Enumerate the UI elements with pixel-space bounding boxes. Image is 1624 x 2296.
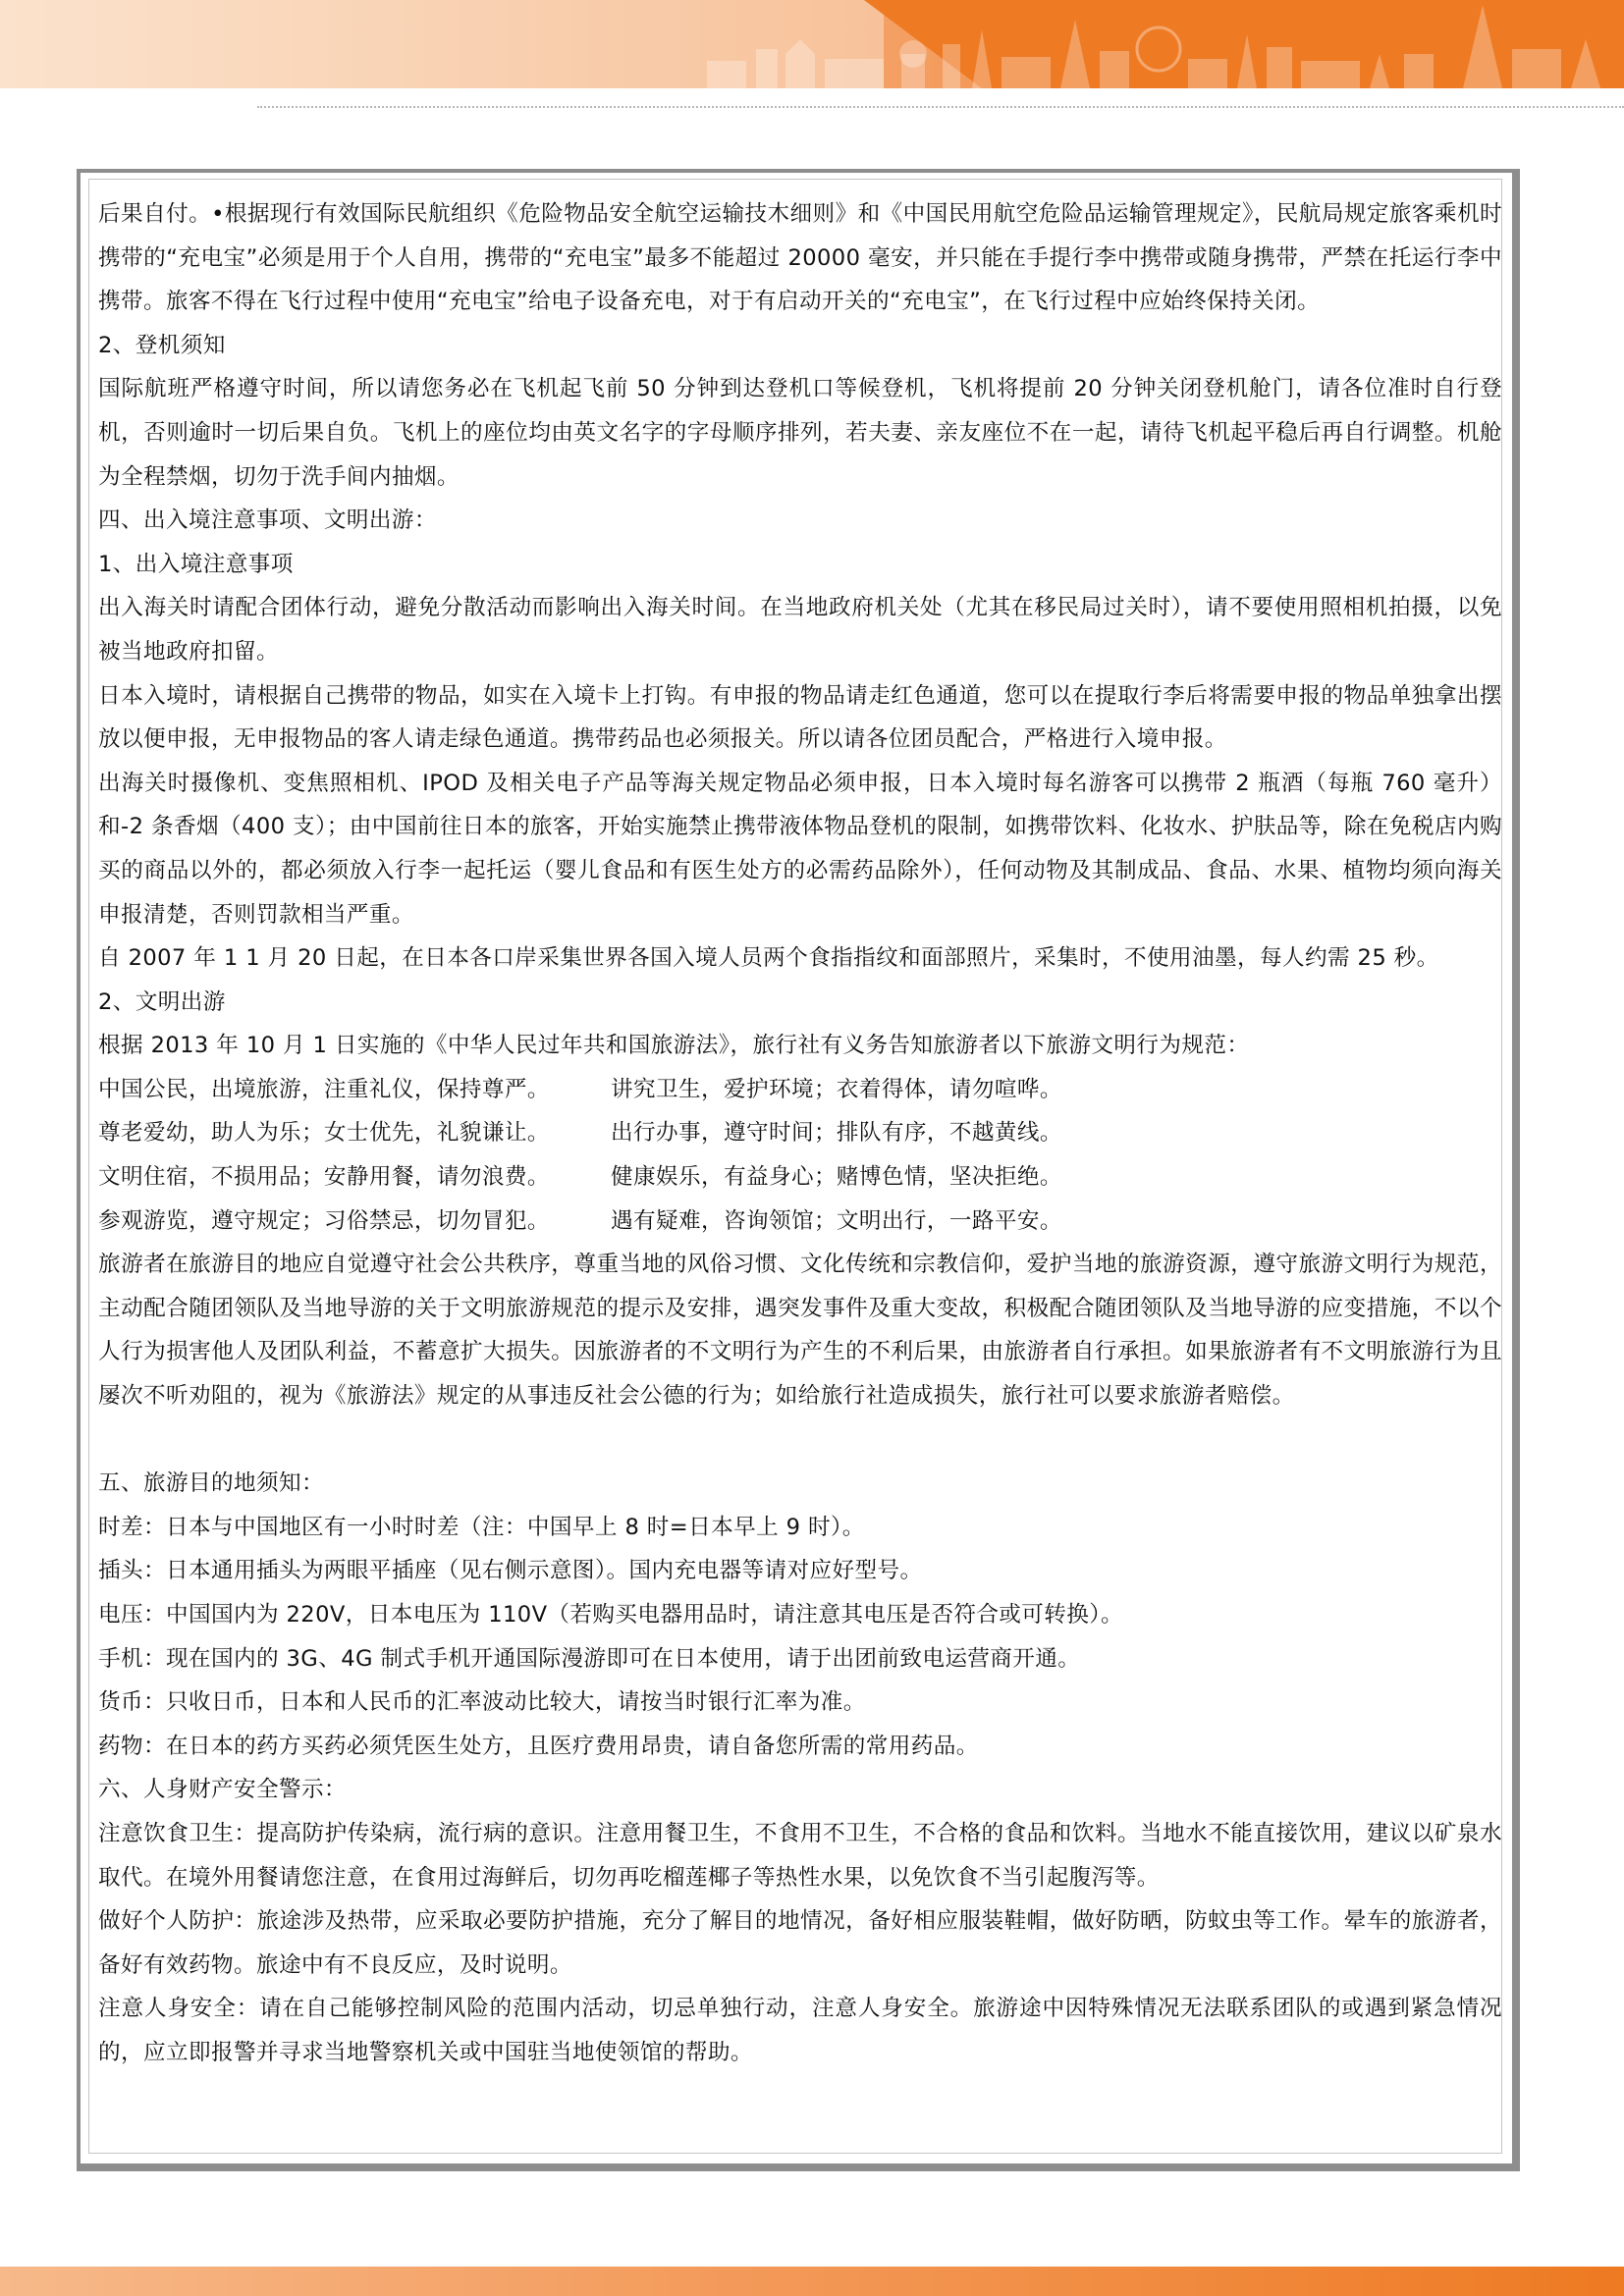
civility-left: 中国公民，出境旅游，注重礼仪，保持尊严。: [98, 1076, 550, 1102]
civility-right: 健康娱乐，有益身心；赌博色情，坚决拒绝。: [611, 1164, 1062, 1191]
header-banner: [0, 0, 1624, 88]
heading-entry-exit-notes: 1、出入境注意事项: [98, 551, 294, 577]
paragraph-customs-group: 出入海关时请配合团体行动，避免分散活动而影响出入海关时间。在当地政府机关处（尤其在移民局过关时），请不要使用照相机拍摄，以免被当地政府扣留。: [98, 595, 1502, 665]
paragraph-fingerprint: 自 2007 年 1 1 月 20 日起，在日本各口岸采集世界各国入境人员两个食指指纹和面部照片，采集时，不使用油墨，每人约需 25 秒。: [98, 945, 1439, 972]
heading-section-six: 六、人身财产安全警示：: [98, 1777, 347, 1803]
paragraph-powerbank-rules: 后果自付。•根据现行有效国际民航组织《危险物品安全航空运输技木细则》和《中国民用航空危险品运输管理规定》，民航局规定旅客乘机时携带的“充电宝”必须是用于个人自用，携带的“充电宝”最多不能超过 20000 毫安，并只能在手提行李中携带或随身携带，严禁在托运行李中携带。旅客不得在飞行过程中使用“充电宝”给电子设备充电，对于有启动开关的“充电宝”，在飞行过程中应始终保持关闭。: [98, 201, 1502, 315]
blank-line: [98, 1418, 1502, 1463]
paragraph-japan-entry: 日本入境时，请根据自己携带的物品，如实在入境卡上打钩。有申报的物品请走红色通道，您可以在提取行李后将需要申报的物品单独拿出摆放以便申报，无申报物品的客人请走绿色通道。携带药品也必须报关。所以请各位团员配合，严格进行入境申报。: [98, 682, 1502, 753]
civility-right: 出行办事，遵守时间；排队有序，不越黄线。: [611, 1120, 1062, 1147]
civility-row: [98, 1068, 1502, 1112]
header-dotted-rule: [257, 106, 1624, 108]
heading-civilized-travel: 2、文明出游: [98, 988, 226, 1015]
civility-row: [98, 1155, 1502, 1200]
item-medicine: 药物：在日本的药方买药必须凭医生处方，且医疗费用昂贵，请自备您所需的常用药品。: [98, 1733, 979, 1759]
paragraph-traveler-conduct: 旅游者在旅游目的地应自觉遵守社会公共秩序，尊重当地的风俗习惯、文化传统和宗教信仰，爱护当地的旅游资源，遵守旅游文明行为规范，主动配合随团领队及当地导游的关于文明旅游规范的提示及安排，遇突发事件及重大变故，积极配合随团领队及当地导游的应变措施，不以个人行为损害他人及团队利益，不蓄意扩大损失。因旅游者的不文明行为产生的不利后果，由旅游者自行承担。如果旅游者有不文明旅游行为且屡次不听劝阻的，视为《旅游法》规定的从事违反社会公德的行为；如给旅行社造成损失，旅行社可以要求旅游者赔偿。: [98, 1252, 1502, 1410]
civility-right: 遇有疑难，咨询领馆；文明出行，一路平安。: [611, 1207, 1062, 1234]
item-voltage: 电压：中国国内为 220V，日本电压为 110V（若购买电器用品时，请注意其电压是否符合或可转换）。: [98, 1602, 1123, 1628]
heading-section-four: 四、出入境注意事项、文明出游：: [98, 507, 437, 534]
heading-boarding-notice: 2、登机须知: [98, 332, 226, 358]
document-body: [98, 192, 1502, 2075]
footer-band: [0, 2267, 1624, 2296]
paragraph-personal-protection: 做好个人防护：旅途涉及热带，应采取必要防护措施，充分了解目的地情况，备好相应服装鞋帽，做好防晒，防蚊虫等工作。晕车的旅游者，备好有效药物。旅途中有不良反应，及时说明。: [98, 1908, 1502, 1978]
heading-section-five: 五、旅游目的地须知：: [98, 1470, 324, 1497]
paragraph-tourism-law: 根据 2013 年 10 月 1 日实施的《中华人民过年共和国旅游法》，旅行社有义务告知旅游者以下旅游文明行为规范：: [98, 1033, 1250, 1059]
civility-left: 尊老爱幼，助人为乐；女士优先，礼貌谦让。: [98, 1120, 550, 1147]
item-time-difference: 时差：日本与中国地区有一小时时差（注：中国早上 8 时=日本早上 9 时）。: [98, 1514, 865, 1540]
civility-right: 讲究卫生，爱护环境；衣着得体，请勿喧哗。: [611, 1076, 1062, 1102]
city-skyline-icon: [687, 0, 1624, 88]
item-currency: 货币：只收日币，日本和人民币的汇率波动比较大，请按当时银行汇率为准。: [98, 1689, 866, 1716]
civility-row: [98, 1200, 1502, 1244]
civility-left: 参观游览，遵守规定；习俗禁忌，切勿冒犯。: [98, 1207, 550, 1234]
item-plug: 插头：日本通用插头为两眼平插座（见右侧示意图）。国内充电器等请对应好型号。: [98, 1558, 923, 1584]
paragraph-food-hygiene: 注意饮食卫生：提高防护传染病，流行病的意识。注意用餐卫生，不食用不卫生，不合格的食品和饮料。当地水不能直接饮用，建议以矿泉水取代。在境外用餐请您注意，在食用过海鲜后，切勿再吃榴莲椰子等热性水果，以免饮食不当引起腹泻等。: [98, 1820, 1502, 1891]
civility-left: 文明住宿，不损用品；安静用餐，请勿浪费。: [98, 1164, 550, 1191]
paragraph-personal-safety: 注意人身安全：请在自己能够控制风险的范围内活动，切忌单独行动，注意人身安全。旅游途中因特殊情况无法联系团队的或遇到紧急情况的，应立即报警并寻求当地警察机关或中国驻当地使领馆的帮助。: [98, 1996, 1502, 2065]
paragraph-boarding-time: 国际航班严格遵守时间，所以请您务必在飞机起飞前 50 分钟到达登机口等候登机，飞机将提前 20 分钟关闭登机舱门，请各位准时自行登机，否则逾时一切后果自负。飞机上的座位均由英文名字的字母顺序排列，若夫妻、亲友座位不在一起，请待飞机起平稳后再自行调整。机舱为全程禁烟，切勿于洗手间内抽烟。: [98, 376, 1502, 490]
civility-row: [98, 1111, 1502, 1155]
item-mobile: 手机：现在国内的 3G、4G 制式手机开通国际漫游即可在日本使用，请于出团前致电运营商开通。: [98, 1645, 1081, 1672]
paragraph-customs-declaration: 出海关时摄像机、变焦照相机、IPOD 及相关电子产品等海关规定物品必须申报，日本入境时每名游客可以携带 2 瓶酒（每瓶 760 毫升）和-2 条香烟（400 支）；由中国前往日本的旅客，开始实施禁止携带液体物品登机的限制，如携带饮料、化妆水、护肤品等，除在免税店内购买的商品以外的，都必须放入行李一起托运（婴儿食品和有医生处方的必需药品除外），任何动物及其制成品、食品、水果、植物均须向海关申报清楚，否则罚款相当严重。: [98, 770, 1502, 928]
